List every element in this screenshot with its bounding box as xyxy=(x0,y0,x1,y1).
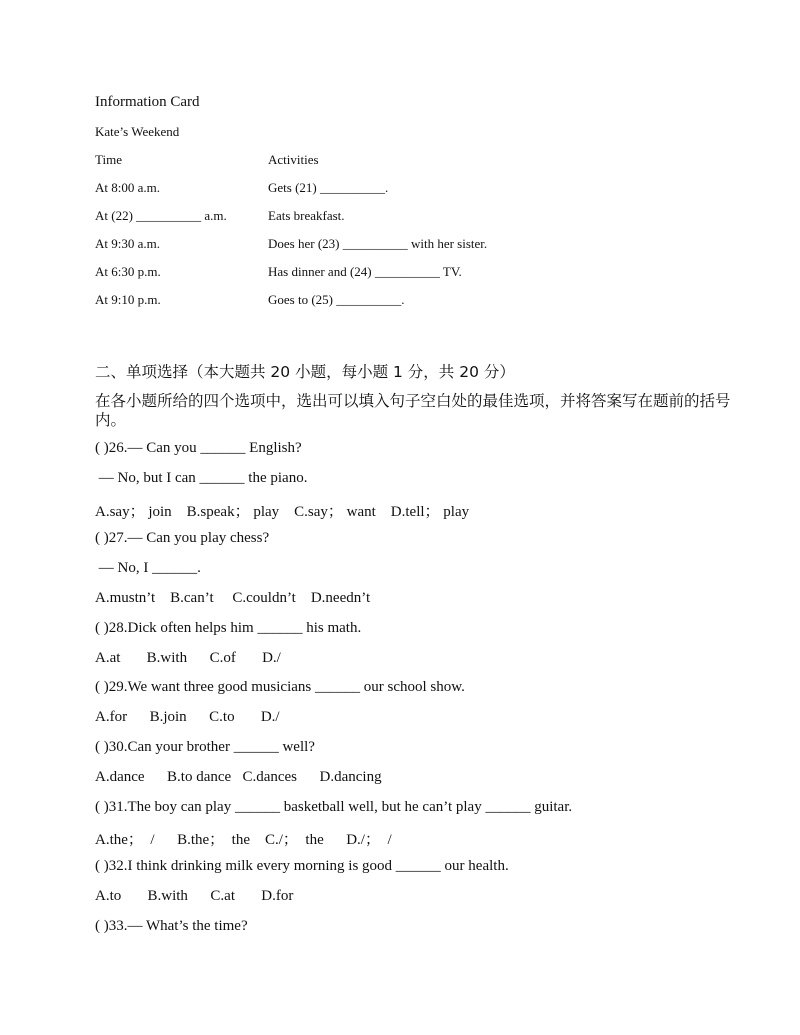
section-instruction: 在各小题所给的四个选项中，选出可以填入句子空白处的最佳选项，并将答案写在题前的括号内。 xyxy=(95,392,731,429)
options-line: A.the； / B.the； the C./； the D./； / xyxy=(95,832,392,848)
question-line: ( )28.Dick often helps him ______ his math. xyxy=(95,620,362,636)
options-line: A.dance B.to dance C.dances D.dancing xyxy=(95,769,382,785)
section-heading: 二、单项选择（本大题共 20 小题，每小题 1 分，共 20 分） xyxy=(95,363,515,381)
table-cell-activity: Eats breakfast. xyxy=(268,208,345,223)
card-title: Information Card xyxy=(95,94,200,110)
question-line: ( )33.— What’s the time? xyxy=(95,918,248,934)
question-line: — No, but I can ______ the piano. xyxy=(95,470,308,486)
table-header-activities: Activities xyxy=(268,152,319,167)
question-line: — No, I ______. xyxy=(95,560,201,576)
table-cell-time: At 6:30 p.m. xyxy=(95,264,161,279)
question-line: ( )32.I think drinking milk every morning is good ______ our health. xyxy=(95,858,509,874)
table-cell-time: At (22) __________ a.m. xyxy=(95,208,227,223)
table-cell-time: At 8:00 a.m. xyxy=(95,180,160,195)
question-line: ( )27.— Can you play chess? xyxy=(95,530,270,546)
question-line: ( )31.The boy can play ______ basketball well, but he can’t play ______ guitar. xyxy=(95,799,573,815)
question-line: ( )30.Can your brother ______ well? xyxy=(95,739,315,755)
table-cell-activity: Does her (23) __________ with her sister. xyxy=(268,236,488,251)
options-line: A.mustn’t B.can’t C.couldn’t D.needn’t xyxy=(95,590,371,606)
table-header-time: Time xyxy=(95,152,122,167)
table-cell-activity: Gets (21) __________. xyxy=(268,180,389,195)
table-cell-activity: Goes to (25) __________. xyxy=(268,292,405,307)
question-line: ( )26.— Can you ______ English? xyxy=(95,440,302,456)
question-line: ( )29.We want three good musicians ______ our school show. xyxy=(95,679,465,695)
table-cell-time: At 9:30 a.m. xyxy=(95,236,160,251)
table-cell-activity: Has dinner and (24) __________ TV. xyxy=(268,264,462,279)
options-line: A.to B.with C.at D.for xyxy=(95,888,294,904)
options-line: A.for B.join C.to D./ xyxy=(95,709,280,725)
card-subtitle: Kate’s Weekend xyxy=(95,124,180,139)
table-cell-time: At 9:10 p.m. xyxy=(95,292,161,307)
options-line: A.at B.with C.of D./ xyxy=(95,650,281,666)
options-line: A.say； join B.speak； play C.say； want D.tell； play xyxy=(95,504,470,520)
